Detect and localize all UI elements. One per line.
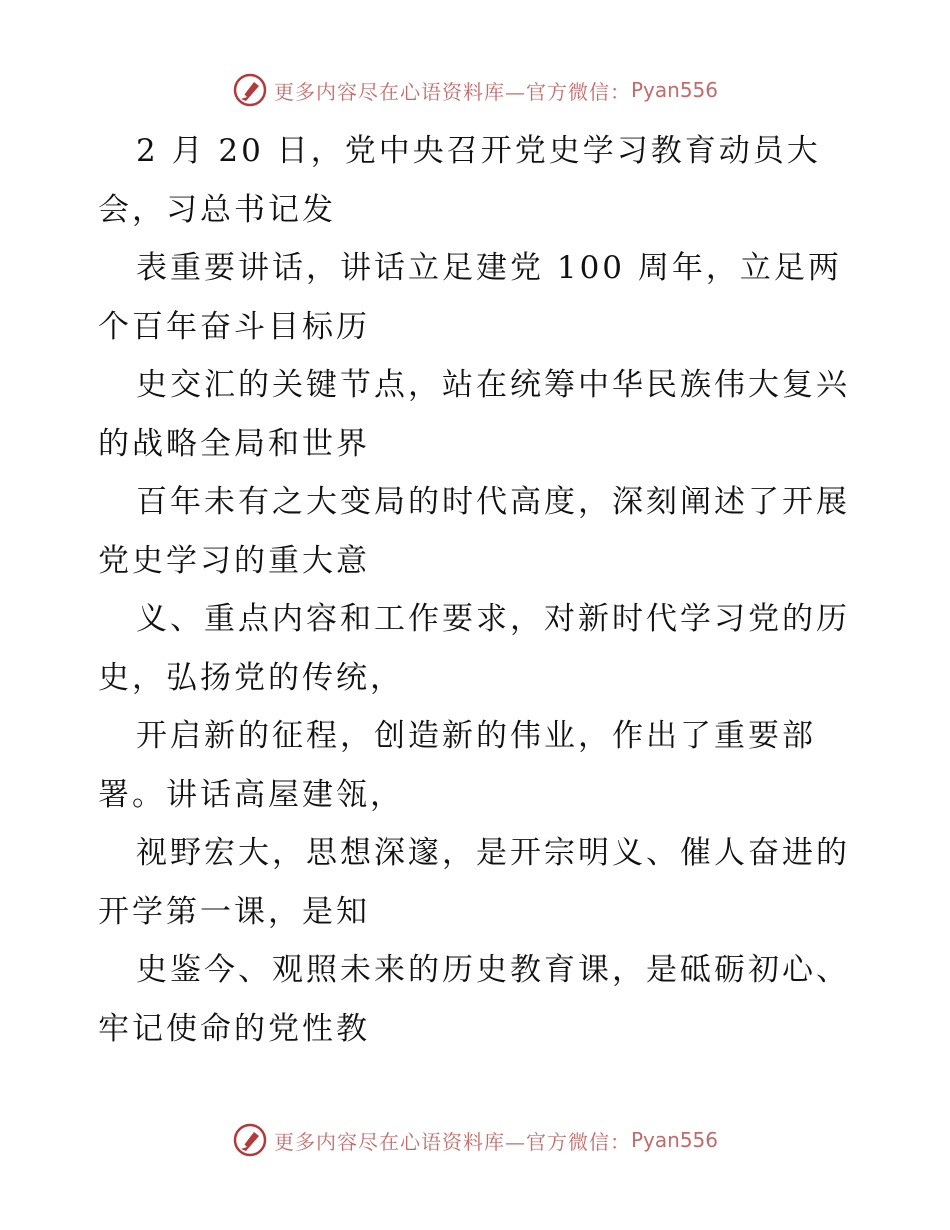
- pen-nib-logo-icon: [232, 1122, 268, 1158]
- footer-banner-text: 更多内容尽在心语资料库—官方微信：: [273, 1129, 631, 1154]
- header-wechat-id: Pyan556: [630, 78, 718, 102]
- body-line: 个百年奋斗目标历: [98, 308, 370, 345]
- header-banner: [0, 70, 950, 110]
- body-line: 视野宏大，思想深邃，是开宗明义、催人奋进的: [136, 835, 850, 871]
- body-line: 史鉴今、观照未来的历史教育课，是砥砺初心、: [136, 952, 850, 988]
- body-line: 牢记使命的党性教: [98, 1010, 370, 1047]
- body-line: 2 月 20 日，党中央召开党史学习教育动员大: [136, 133, 821, 169]
- body-line: 百年未有之大变局的时代高度，深刻阐述了开展: [136, 484, 850, 520]
- body-line: 党史学习的重大意: [98, 542, 370, 579]
- pen-nib-logo-icon: [232, 72, 268, 108]
- body-line: 署。讲话高屋建瓴，: [98, 776, 404, 813]
- footer-banner: [0, 1120, 950, 1160]
- body-line: 开启新的征程，创造新的伟业，作出了重要部: [136, 718, 816, 754]
- body-line: 史交汇的关键节点，站在统筹中华民族伟大复兴: [136, 367, 850, 403]
- header-banner-text: 更多内容尽在心语资料库—官方微信：: [273, 79, 631, 104]
- body-line: 表重要讲话，讲话立足建党 100 周年，立足两: [136, 250, 842, 286]
- body-line: 史，弘扬党的传统，: [98, 659, 404, 696]
- body-line: 开学第一课，是知: [98, 893, 370, 930]
- body-line: 会，习总书记发: [98, 191, 336, 228]
- body-line: 的战略全局和世界: [98, 425, 370, 462]
- document-body: [98, 122, 888, 1058]
- footer-wechat-id: Pyan556: [630, 1128, 718, 1152]
- body-line: 义、重点内容和工作要求，对新时代学习党的历: [136, 601, 850, 637]
